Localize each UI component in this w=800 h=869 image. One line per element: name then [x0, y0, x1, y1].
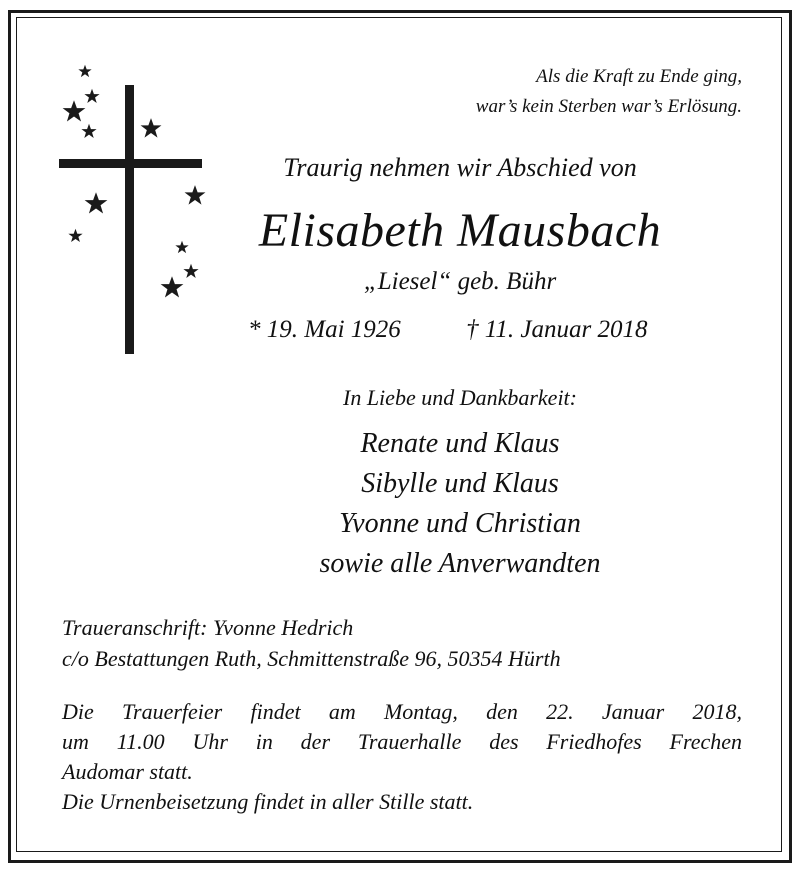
service-line: Die Trauerfeier findet am Montag, den 22. Januar 2018,	[62, 699, 742, 724]
mourner-name: sowie alle Anverwandten	[319, 548, 601, 579]
mourner-name: Yvonne und Christian	[339, 508, 581, 539]
mourners-list	[0, 424, 800, 584]
mourner-name: Renate und Klaus	[360, 428, 560, 459]
star-icon	[84, 88, 100, 104]
service-line: um 11.00 Uhr in der Trauerhalle des Friedhofes Frechen	[62, 729, 742, 754]
deceased-name: Elisabeth Mausbach	[258, 204, 662, 257]
address-line: Traueranschrift: Yvonne Hedrich	[62, 615, 354, 640]
star-icon	[81, 123, 97, 139]
gratitude-line: In Liebe und Dankbarkeit:	[343, 385, 577, 410]
star-icon	[62, 99, 86, 123]
address-line: c/o Bestattungen Ruth, Schmittenstraße 96, 50354 Hürth	[62, 646, 561, 671]
star-icon	[140, 117, 162, 139]
service-line: Die Urnenbeisetzung findet in aller Stille statt.	[62, 789, 474, 814]
star-icon	[78, 64, 92, 78]
intro-text: Traurig nehmen wir Abschied von	[283, 153, 637, 182]
birth-date: * 19. Mai 1926	[248, 316, 401, 343]
service-line: Audomar statt.	[62, 759, 193, 784]
motto	[476, 62, 742, 122]
mourning-address	[62, 612, 561, 674]
mourner-name: Sibylle und Klaus	[361, 468, 559, 499]
motto-line: Als die Kraft zu Ende ging,	[536, 66, 742, 87]
nickname: „Liesel“ geb. Bühr	[363, 268, 557, 295]
motto-line: war’s kein Sterben war’s Erlösung.	[475, 96, 742, 117]
death-date: † 11. Januar 2018	[466, 316, 648, 343]
funeral-service-notice	[62, 697, 742, 817]
